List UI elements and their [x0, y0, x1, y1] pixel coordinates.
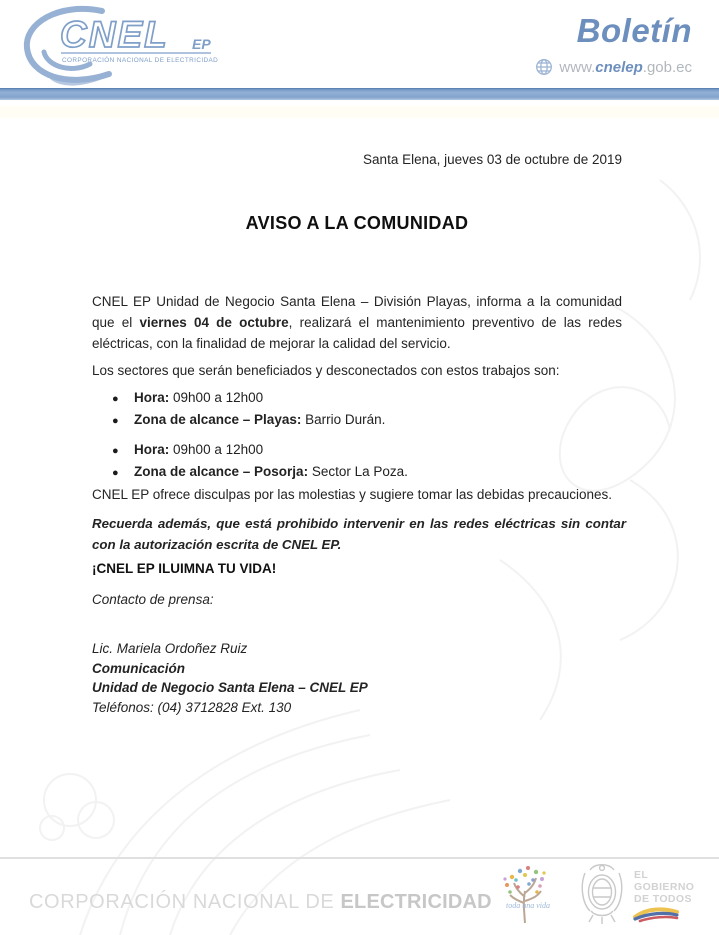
signature-phones: Teléfonos: (04) 3712828 Ext. 130 — [92, 699, 292, 715]
footer-divider — [0, 857, 719, 859]
intro-paragraph: CNEL EP Unidad de Negocio Santa Elena – División Playas, informa a la comunidad que el viernes 04 de octubre, realizará el mantenimiento preventivo de las redes eléctricas, con la finalidad de mejorar la calidad del servicio. — [92, 294, 622, 351]
toda-una-vida-tree-logo — [498, 863, 552, 927]
cnel-logo-ep: EP — [192, 36, 211, 52]
document-title: AVISO A LA COMUNIDAD — [245, 213, 469, 233]
signature-block — [92, 639, 622, 717]
schedule-bullet-list — [112, 388, 622, 483]
bulletin-label: Boletín — [576, 12, 692, 49]
bullet-zona-playas: ● Zona de alcance – Playas: Barrio Durán. — [112, 410, 622, 432]
campaign-text: toda una vida — [506, 901, 550, 910]
bullet-icon — [112, 442, 134, 462]
header-divider-bar — [0, 88, 719, 100]
bullet-icon — [112, 390, 134, 410]
bullet-icon — [112, 412, 134, 432]
ecuador-flag-swoosh — [632, 905, 680, 923]
cnel-logo-wordmark: CNEL — [60, 14, 169, 55]
dateline: Santa Elena, jueves 03 de octubre de 2019 — [363, 152, 622, 167]
signature-department: Comunicación — [92, 660, 186, 676]
globe-icon — [535, 58, 553, 76]
press-contact-label: Contacto de prensa: — [92, 592, 214, 607]
url-text: www.cnelep.gob.ec — [559, 58, 692, 76]
apology-paragraph: CNEL EP ofrece disculpas por las molestias y sugiere tomar las debidas precauciones. — [92, 487, 613, 502]
gobierno-de-todos-label: EL GOBIERNO DE TODOS — [634, 869, 695, 905]
cnel-logo — [14, 2, 249, 92]
bullet-hora-posorja: ● Hora: 09h00 a 12h00 — [112, 440, 622, 462]
signature-unit: Unidad de Negocio Santa Elena – CNEL EP — [92, 680, 368, 695]
bullet-hora-playas: ● Hora: 09h00 a 12h00 — [112, 388, 622, 410]
cnel-logo-tagline: CORPORACIÓN NACIONAL DE ELECTRICIDAD — [62, 57, 219, 64]
sectors-paragraph: Los sectores que serán beneficiados y desconectados con estos trabajos son: — [92, 363, 560, 378]
slogan: ¡CNEL EP ILUIMNA TU VIDA! — [92, 561, 277, 576]
bullet-zona-posorja: ● Zona de alcance – Posorja: Sector La Poza. — [112, 462, 622, 484]
footer-organization-name: CORPORACIÓN NACIONAL DE ELECTRICIDAD — [29, 891, 492, 913]
bullet-icon — [112, 464, 134, 484]
signature-name: Lic. Mariela Ordoñez Ruiz — [92, 641, 248, 656]
website-url — [535, 58, 692, 76]
cream-strip — [0, 106, 719, 118]
ecuador-coat-of-arms — [573, 861, 631, 927]
warning-paragraph: Recuerda además, que está prohibido intervenir en las redes eléctricas sin contar con la autorización escrita de CNEL EP. — [92, 516, 626, 552]
